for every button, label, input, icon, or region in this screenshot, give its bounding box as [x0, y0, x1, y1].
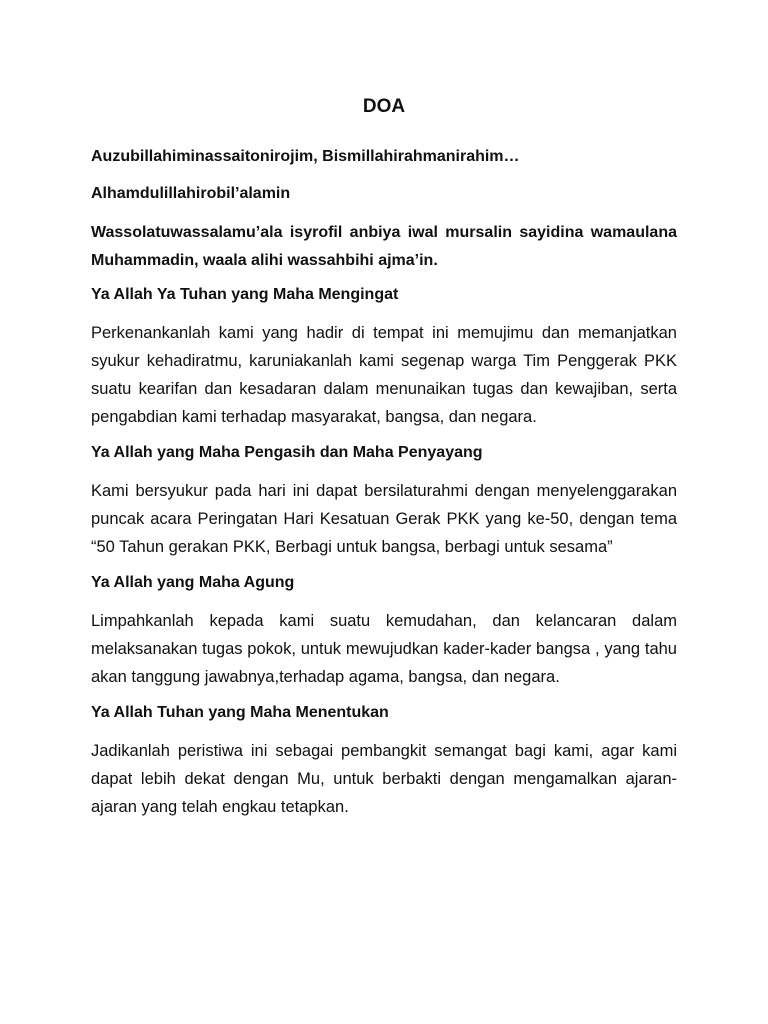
section-heading: Ya Allah yang Maha Agung	[91, 574, 295, 591]
section-heading: Ya Allah yang Maha Pengasih dan Maha Penyayang	[91, 444, 483, 461]
section-body: Perkenankanlah kami yang hadir di tempat ini memujimu dan memanjatkan syukur kehadiratmu, karuniakanlah kami segenap warga Tim Penggerak PKK suatu kearifan dan kesadaran dalam menunaikan tugas dan kewajiban, serta pengabdian kami terhadap masyarakat, bangsa, dan negara.	[91, 324, 677, 426]
section-body: Kami bersyukur pada hari ini dapat bersilaturahmi dengan menyelenggarakan puncak acara Peringatan Hari Kesatuan Gerak PKK yang ke-50, dengan tema “50 Tahun gerakan PKK, Berbagi untuk bangsa, berbagi untuk sesama”	[91, 482, 677, 556]
section-heading: Ya Allah Tuhan yang Maha Menentukan	[91, 704, 389, 721]
opening-taawudz: Auzubillahiminassaitonirojim, Bismillahirahmanirahim…	[91, 148, 520, 165]
opening-shalawat: Wassolatuwassalamu’ala isyrofil anbiya iwal mursalin sayidina wamaulana Muhammadin, waala alihi wassahbihi ajma’in.	[91, 224, 677, 269]
section-body: Jadikanlah peristiwa ini sebagai pembangkit semangat bagi kami, agar kami dapat lebih dekat dengan Mu, untuk berbakti dengan mengamalkan ajaran-ajaran yang telah engkau tetapkan.	[91, 742, 677, 816]
document-title: DOA	[362, 96, 406, 117]
section-heading: Ya Allah Ya Tuhan yang Maha Mengingat	[91, 286, 399, 303]
section-body: Limpahkanlah kepada kami suatu kemudahan, dan kelancaran dalam melaksanakan tugas pokok, untuk mewujudkan kader-kader bangsa , yang tahu akan tanggung jawabnya,terhadap agama, bangsa, dan negara.	[91, 612, 677, 686]
opening-hamdalah: Alhamdulillahirobil’alamin	[91, 185, 291, 202]
